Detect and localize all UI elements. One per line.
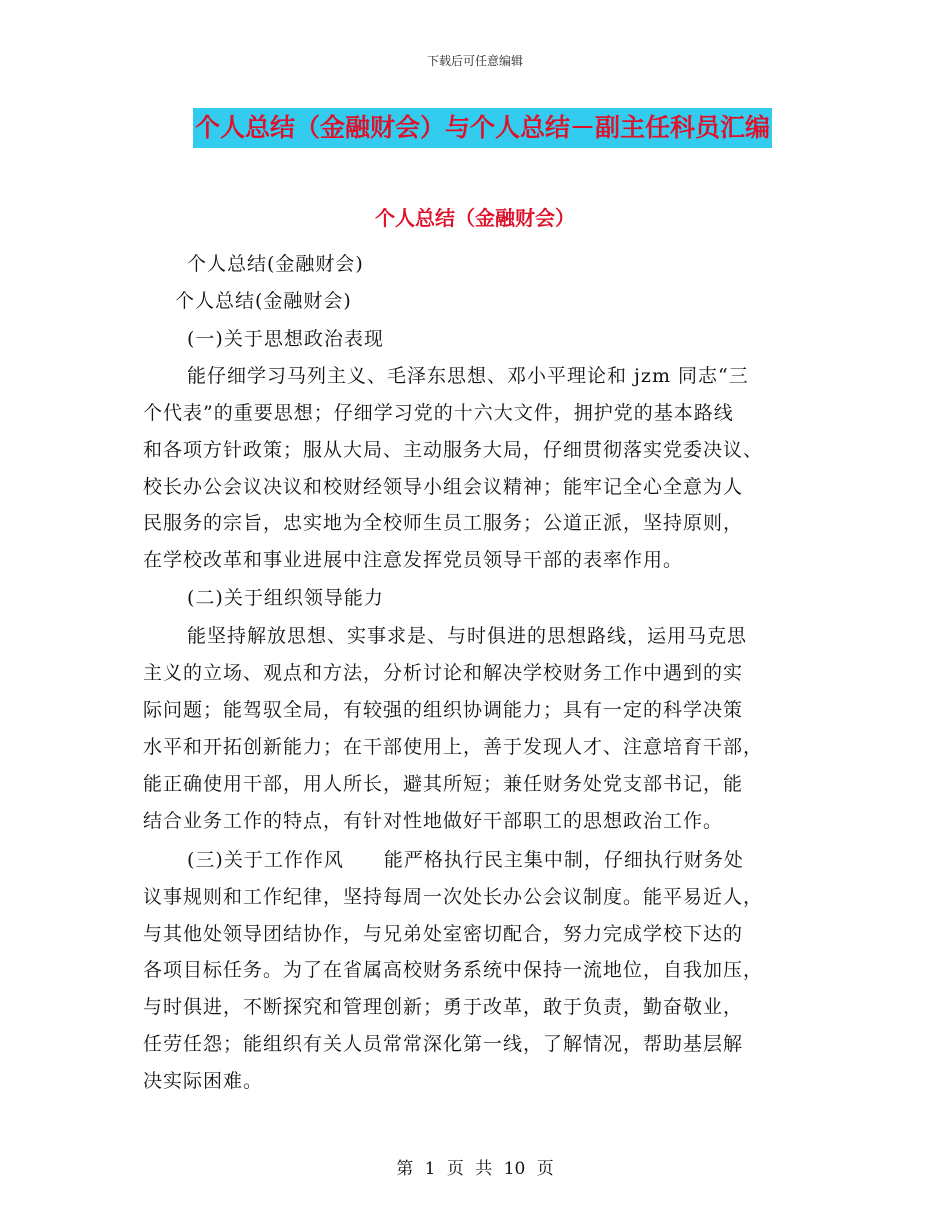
paragraph-line: 能正确使用干部，用人所长，避其所短；兼任财务处党支部书记，能 (143, 773, 744, 795)
paragraph-line: 议事规则和工作纪律，坚持每周一次处长办公会议制度。能平易近人， (143, 886, 764, 908)
paragraph-line: (三)关于工作作风 能严格执行民主集中制，仔细执行财务处 (187, 849, 744, 871)
page-number: 第 1 页 共 10 页 (396, 1159, 554, 1179)
paragraph-line: 民服务的宗旨，忠实地为全校师生员工服务；公道正派，坚持原则， (143, 512, 744, 534)
paragraph-line: 水平和开拓创新能力；在干部使用上，善于发现人才、注意培育干部， (143, 736, 764, 758)
paragraph-line: 任劳任怨；能组织有关人员常常深化第一线，了解情况，帮助基层解 (143, 1033, 744, 1055)
paragraph-line: 个人总结(金融财会) (187, 253, 364, 275)
paragraph-line: (一)关于思想政治表现 (187, 328, 384, 350)
paragraph-line: 各项目标任务。为了在省属高校财务系统中保持一流地位，自我加压， (143, 959, 764, 981)
paragraph-line: 校长办公会议决议和校财经领导小组会议精神；能牢记全心全意为人 (143, 476, 744, 498)
paragraph-line: 结合业务工作的特点，有针对性地做好干部职工的思想政治工作。 (143, 810, 724, 832)
paragraph-line: 在学校改革和事业进展中注意发挥党员领导干部的表率作用。 (143, 549, 684, 571)
paragraph-line: 决实际困难。 (143, 1070, 264, 1092)
paragraph-line: 能仔细学习马列主义、毛泽东思想、邓小平理论和 jzm 同志“三 (187, 365, 749, 387)
paragraph-line: 主义的立场、观点和方法，分析讨论和解决学校财务工作中遇到的实 (143, 662, 744, 684)
paragraph-line: 能坚持解放思想、实事求是、与时俱进的思想路线，运用马克思 (187, 625, 748, 647)
paragraph-line: 际问题；能驾驭全局，有较强的组织协调能力；具有一定的科学决策 (143, 699, 744, 721)
paragraph-line: 个人总结(金融财会) (175, 290, 352, 312)
paragraph-line: 与时俱进，不断探究和管理创新；勇于改革，敢于负责，勤奋敬业， (143, 996, 744, 1018)
paragraph-line: (二)关于组织领导能力 (187, 587, 384, 609)
paragraph-line: 个代表”的重要思想；仔细学习党的十六大文件，拥护党的基本路线 (143, 402, 734, 424)
header-note: 下载后可任意编辑 (426, 54, 523, 68)
section-title: 个人总结（金融财会） (375, 206, 575, 230)
paragraph-line: 与其他处领导团结协作，与兄弟处室密切配合，努力完成学校下达的 (143, 923, 744, 945)
paragraph-line: 和各项方针政策；服从大局、主动服务大局，仔细贯彻落实党委决议、 (143, 439, 764, 461)
document-title: 个人总结（金融财会）与个人总结－副主任科员汇编 (193, 108, 772, 148)
